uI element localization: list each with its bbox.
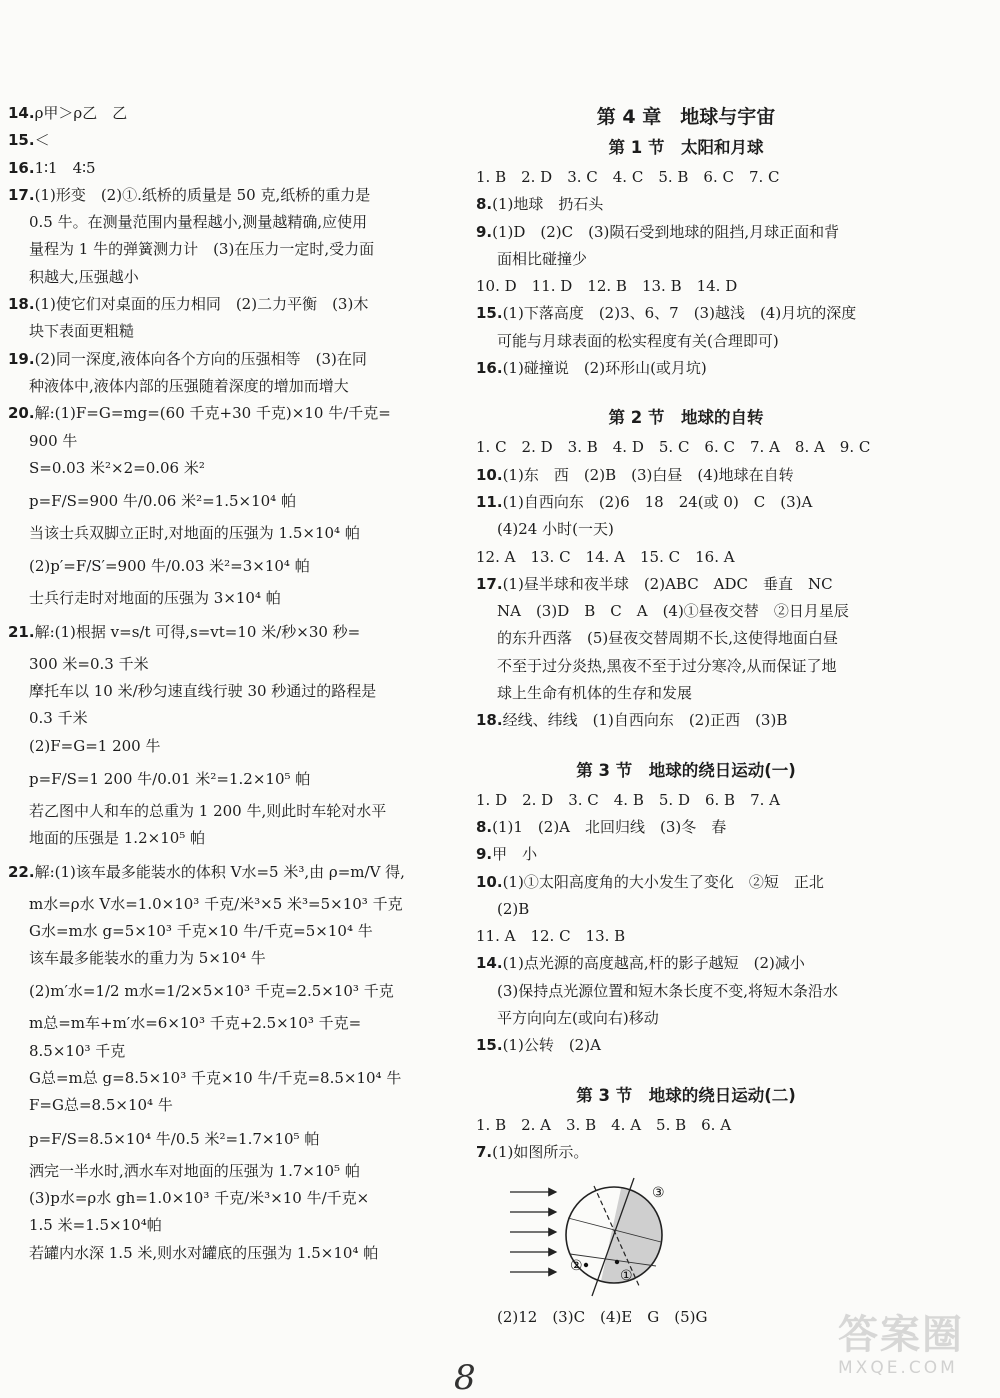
answer-text: 900 牛 (29, 431, 78, 450)
section-title: 第 1 节 太阳和月球 (608, 138, 764, 157)
answer-line (8, 346, 448, 373)
answer-text: (1)如图所示。 (492, 1142, 589, 1161)
answer-text: 若乙图中人和车的总重为 1 200 牛,则此时车轮对水平 (29, 801, 387, 820)
answer-line: (2)12 (3)C (4)E G (5)G (497, 1308, 708, 1327)
question-number: 8. (476, 195, 493, 214)
answer-line (8, 1212, 448, 1239)
answer-line (8, 651, 448, 678)
answer-line (8, 1185, 448, 1212)
answer-line (8, 1065, 448, 1092)
answer-line (8, 127, 448, 154)
answer-line (8, 1092, 448, 1119)
question-number: 17. (8, 185, 35, 204)
answer-text: m总=m车+m′水=6×10³ 千克+2.5×10³ 千克= (29, 1014, 362, 1033)
answer-line (476, 1005, 896, 1032)
answer-line (476, 516, 896, 543)
answer-text: 不至于过分炎热,黑夜不至于过分寒冷,从而保证了地 (497, 656, 837, 675)
question-number: 11. (476, 492, 503, 511)
question-number: 14. (476, 954, 503, 973)
answer-line (8, 100, 448, 127)
answer-line (8, 678, 448, 705)
answer-line (476, 680, 896, 707)
answer-line (8, 613, 448, 651)
answer-line (476, 707, 896, 734)
answer-text: (1)使它们对桌面的压力相同 (2)二力平衡 (3)木 (34, 295, 369, 314)
answer-text: 8.5×10³ 千克 (29, 1041, 126, 1060)
answer-text: 经线、纬线 (1)自西向东 (2)正西 (3)B (502, 711, 788, 730)
answer-text: (1)D (2)C (3)陨石受到地球的阻挡,月球正面和背 (492, 222, 840, 241)
answer-text: (1)1 (2)A 北回归线 (3)冬 春 (492, 817, 727, 836)
answer-text: 面相比碰撞少 (497, 249, 588, 268)
answer-line (476, 896, 896, 923)
answer-line (476, 978, 896, 1005)
answer-line (476, 787, 896, 814)
answer-text: 甲 小 (492, 845, 538, 864)
page-number: 8 (454, 1358, 476, 1398)
answer-line (476, 598, 896, 625)
answer-text: (1)自西向东 (2)6 18 24(或 0) C (3)A (502, 492, 813, 511)
answer-line (476, 300, 896, 327)
answer-text: ＜ (34, 131, 50, 150)
question-number: 16. (8, 158, 35, 177)
answer-text: 解:(1)F=G=mg=(60 千克+30 千克)×10 牛/千克= (34, 404, 391, 423)
question-number: 20. (8, 404, 35, 423)
answer-text: m水=ρ水 V水=1.0×10³ 千克/米³×5 米³=5×10³ 千克 (29, 894, 403, 913)
answer-line (8, 853, 448, 891)
answer-text: 1. C 2. D 3. B 4. D 5. C 6. C 7. A 8. A 9. C (476, 438, 871, 457)
answer-line (476, 653, 896, 680)
chapter-title: 第 4 章 地球与宇宙 (596, 106, 776, 128)
answer-text: 解:(1)根据 v=s/t 可得,s=vt=10 米/秒×30 秒= (34, 622, 361, 641)
answer-text: 积越大,压强越小 (29, 267, 139, 286)
answer-line (8, 945, 448, 972)
answer-line (8, 1010, 448, 1037)
answer-text: 1. B 2. A 3. B 4. A 5. B 6. A (476, 1115, 732, 1134)
answer-line (8, 891, 448, 918)
question-number: 15. (476, 1036, 503, 1055)
question-number: 9. (476, 845, 493, 864)
answer-text: 11. A 12. C 13. B (476, 927, 626, 946)
answer-line (8, 1038, 448, 1065)
answer-line (8, 182, 448, 209)
answer-text: 1.5 米=1.5×10⁴帕 (29, 1216, 162, 1235)
answer-text: 12. A 13. C 14. A 15. C 16. A (476, 547, 735, 566)
watermark (838, 1312, 998, 1394)
answer-line (476, 571, 896, 598)
answer-text: 0.5 牛。在测量范围内量程越小,测量越精确,应使用 (29, 213, 368, 232)
answer-line (8, 733, 448, 760)
left-column (8, 100, 448, 1267)
answer-text: (2)F=G=1 200 牛 (29, 736, 161, 755)
answer-text: 若罐内水深 1.5 米,则水对罐底的压强为 1.5×10⁴ 帕 (29, 1243, 379, 1262)
answer-line (8, 1158, 448, 1185)
answer-line (8, 155, 448, 182)
point-b (584, 1263, 588, 1267)
answer-text: (2)同一深度,液体向各个方向的压强相等 (3)在同 (34, 349, 367, 368)
question-number: 19. (8, 349, 35, 368)
answer-text: 摩托车以 10 米/秒匀速直线行驶 30 秒通过的路程是 (29, 682, 377, 701)
answer-line (8, 209, 448, 236)
answer-text: 士兵行走时对地面的压强为 3×10⁴ 帕 (29, 589, 281, 608)
answer-text: 的东升西落 (5)昼夜交替周期不长,这使得地面白昼 (497, 629, 839, 648)
answer-text: 10. D 11. D 12. B 13. B 14. D (476, 277, 738, 296)
answer-line (476, 1112, 896, 1139)
right-column (476, 100, 896, 1332)
answer-text: (1)点光源的高度越高,杆的影子越短 (2)减小 (502, 954, 805, 973)
answer-text: (2)B (497, 899, 530, 918)
question-number: 14. (8, 104, 35, 122)
answer-line (8, 318, 448, 345)
answer-line (476, 328, 896, 355)
label-a: ③ (652, 1185, 665, 1202)
answer-line (476, 869, 896, 896)
answer-text: 该车最多能装水的重力为 5×10⁴ 牛 (29, 949, 266, 968)
answer-line (8, 455, 448, 482)
answer-text: G水=m水 g=5×10³ 千克×10 牛/千克=5×10⁴ 牛 (29, 921, 373, 940)
answer-text: 300 米=0.3 千米 (29, 654, 149, 673)
answer-text: F=G总=8.5×10⁴ 牛 (29, 1096, 173, 1115)
answer-text: 量程为 1 牛的弹簧测力计 (3)在压力一定时,受力面 (29, 240, 375, 259)
question-number: 7. (476, 1142, 493, 1161)
question-number: 18. (476, 711, 503, 730)
point-c (615, 1260, 619, 1264)
question-number: 10. (476, 465, 503, 484)
question-number: 10. (476, 872, 503, 891)
answer-line (8, 520, 448, 547)
answer-line (476, 164, 896, 191)
answer-line (476, 625, 896, 652)
answer-line (476, 462, 896, 489)
answer-text: (3)保持点光源位置和短木条长度不变,将短木条沿水 (497, 981, 839, 1000)
watermark-url: MXQE.COM (838, 1358, 958, 1378)
answer-text: 平方向向左(或向右)移动 (497, 1009, 659, 1028)
answer-text: (2)m′水=1/2 m水=1/2×5×10³ 千克=2.5×10³ 千克 (29, 982, 394, 1001)
answer-text: 洒完一半水时,洒水车对地面的压强为 1.7×10⁵ 帕 (29, 1161, 360, 1180)
question-number: 22. (8, 862, 35, 881)
question-number: 15. (8, 131, 35, 150)
earth-sunlight-figure (476, 1166, 896, 1304)
question-number: 17. (476, 574, 503, 593)
answer-text: S=0.03 米²×2=0.06 米² (29, 458, 205, 477)
question-number: 18. (8, 295, 35, 314)
answer-line (8, 236, 448, 263)
answer-line (8, 798, 448, 825)
answer-line (476, 191, 896, 218)
answer-line (8, 825, 448, 852)
question-number: 15. (476, 304, 503, 323)
answer-line (8, 428, 448, 455)
answer-line (8, 918, 448, 945)
label-c: ① (620, 1268, 633, 1285)
answer-line (476, 814, 896, 841)
answer-line (476, 273, 896, 300)
answer-text: (1)东 西 (2)B (3)白昼 (4)地球在自转 (502, 465, 794, 484)
night-side-shading (598, 1175, 686, 1295)
answer-line (476, 219, 896, 246)
answer-line (8, 482, 448, 520)
question-number: 21. (8, 622, 35, 641)
earth-diagram (506, 1170, 696, 1300)
answer-text: (4)24 小时(一天) (497, 520, 614, 539)
answer-line (476, 841, 896, 868)
answer-line (476, 950, 896, 977)
answer-text: 1. D 2. D 3. C 4. B 5. D 6. B 7. A (476, 790, 780, 809)
answer-line (476, 489, 896, 516)
answer-text: 球上生命有机体的生存和发展 (497, 684, 693, 703)
answer-line (8, 705, 448, 732)
answer-line (476, 434, 896, 461)
answer-text: 1. B 2. D 3. C 4. C 5. B 6. C 7. C (476, 168, 780, 186)
answer-text: 解:(1)该车最多能装水的体积 V水=5 米³,由 ρ=m/V 得, (34, 862, 405, 881)
answer-text: (1)地球 扔石头 (492, 195, 604, 214)
answer-line (8, 400, 448, 427)
answer-line (476, 1139, 896, 1166)
answer-text: p=F/S=900 牛/0.06 米²=1.5×10⁴ 帕 (29, 492, 296, 511)
answer-line (476, 355, 896, 382)
question-number: 8. (476, 817, 493, 836)
answer-text: (1)昼半球和夜半球 (2)ABC ADC 垂直 NC (502, 574, 833, 593)
question-number: 9. (476, 222, 493, 241)
answer-text: p=F/S=1 200 牛/0.01 米²=1.2×10⁵ 帕 (29, 769, 311, 788)
answer-line (8, 760, 448, 798)
answer-text: (1)公转 (2)A (502, 1036, 601, 1055)
answer-text: (1)碰撞说 (2)环形山(或月坑) (502, 359, 707, 378)
answer-line (476, 1032, 896, 1059)
answer-text: 0.3 千米 (29, 709, 88, 728)
answer-text: (1)形变 (2)①.纸桥的质量是 50 克,纸桥的重力是 (34, 185, 371, 204)
section-title: 第 3 节 地球的绕日运动(一) (576, 760, 796, 780)
answer-line (8, 291, 448, 318)
section-title: 第 3 节 地球的绕日运动(二) (576, 1085, 796, 1105)
answer-line (8, 547, 448, 585)
answer-line (8, 1240, 448, 1267)
answer-line (8, 373, 448, 400)
answer-text: 1∶1 4∶5 (34, 158, 96, 177)
answer-text: p=F/S=8.5×10⁴ 牛/0.5 米²=1.7×10⁵ 帕 (29, 1129, 320, 1148)
section-gap (476, 735, 896, 755)
answer-text: ρ甲＞ρ乙 乙 (34, 104, 128, 122)
answer-line (8, 585, 448, 612)
section-gap (476, 1060, 896, 1080)
answer-text: 块下表面更粗糙 (29, 322, 135, 341)
answer-text: NA (3)D B C A (4)①昼夜交替 ②日月星辰 (497, 602, 849, 621)
answer-text: (2)p′=F/S′=900 牛/0.03 米²=3×10⁴ 帕 (29, 557, 310, 576)
answer-text: (1)下落高度 (2)3、6、7 (3)越浅 (4)月坑的深度 (502, 304, 857, 323)
answer-line (8, 264, 448, 291)
answer-line (8, 972, 448, 1010)
answer-text: 地面的压强是 1.2×10⁵ 帕 (29, 829, 206, 848)
answer-text: 可能与月球表面的松实程度有关(合理即可) (497, 331, 779, 350)
answer-text: 当该士兵双脚立正时,对地面的压强为 1.5×10⁴ 帕 (29, 524, 360, 543)
answer-line (476, 246, 896, 273)
label-b: ② (570, 1258, 583, 1275)
answer-line (476, 923, 896, 950)
answer-text: (1)①太阳高度角的大小发生了变化 ②短 正北 (502, 872, 824, 891)
answer-text: 种液体中,液体内部的压强随着深度的增加而增大 (29, 376, 349, 395)
answer-text: (3)p水=ρ水 gh=1.0×10³ 千克/米³×10 牛/千克× (29, 1188, 370, 1207)
section-title: 第 2 节 地球的自转 (608, 408, 764, 428)
answer-line (8, 1120, 448, 1158)
answer-line (476, 544, 896, 571)
question-number: 16. (476, 359, 503, 378)
answer-text: G总=m总 g=8.5×10³ 千克×10 牛/千克=8.5×10⁴ 牛 (29, 1069, 402, 1088)
watermark-logo: 答案圈 (838, 1312, 964, 1358)
section-gap (476, 382, 896, 402)
